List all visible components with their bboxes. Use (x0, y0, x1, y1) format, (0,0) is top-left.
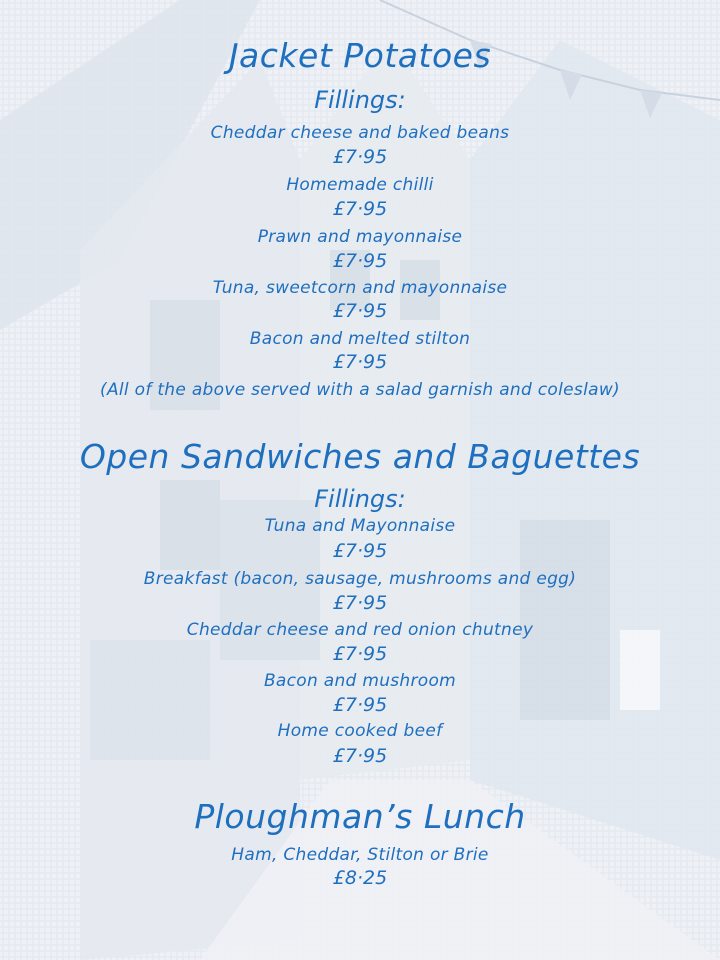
menu-item-name: Breakfast (bacon, sausage, mushrooms and egg) (143, 569, 577, 589)
menu-item-price: £8·25 (332, 867, 388, 889)
menu-item-name: Ham, Cheddar, Stilton or Brie (231, 845, 489, 865)
menu-item-price: £7·95 (332, 694, 388, 716)
menu-item-name: Tuna, sweetcorn and mayonnaise (212, 278, 508, 298)
menu-item-name: Home cooked beef (277, 721, 443, 741)
menu-item-price: £7·95 (332, 351, 388, 373)
section-title-ploughmans-lunch: Ploughman’s Lunch (194, 797, 526, 836)
menu-item-price: £7·95 (332, 745, 388, 767)
menu-item-name: Cheddar cheese and red onion chutney (186, 620, 534, 640)
fillings-label: Fillings: (314, 86, 406, 114)
menu-item-price: £7·95 (332, 643, 388, 665)
menu-item-price: £7·95 (332, 250, 388, 272)
menu-item-price: £7·95 (332, 300, 388, 322)
menu-item-name: Bacon and mushroom (263, 671, 457, 691)
menu-item-name: Prawn and mayonnaise (257, 227, 463, 247)
menu-item-name: Homemade chilli (286, 175, 434, 195)
menu-item-price: £7·95 (332, 540, 388, 562)
menu-item-price: £7·95 (332, 592, 388, 614)
menu-item-price: £7·95 (332, 146, 388, 168)
section-title-open-sandwiches: Open Sandwiches and Baguettes (79, 437, 641, 476)
menu-item-name: Cheddar cheese and baked beans (210, 123, 510, 143)
serving-note: (All of the above served with a salad garnish and coleslaw) (100, 380, 620, 400)
section-title-jacket-potatoes: Jacket Potatoes (228, 36, 492, 75)
menu-item-name: Tuna and Mayonnaise (264, 516, 456, 536)
menu-item-name: Bacon and melted stilton (249, 329, 471, 349)
fillings-label: Fillings: (314, 485, 406, 513)
menu-item-price: £7·95 (332, 198, 388, 220)
